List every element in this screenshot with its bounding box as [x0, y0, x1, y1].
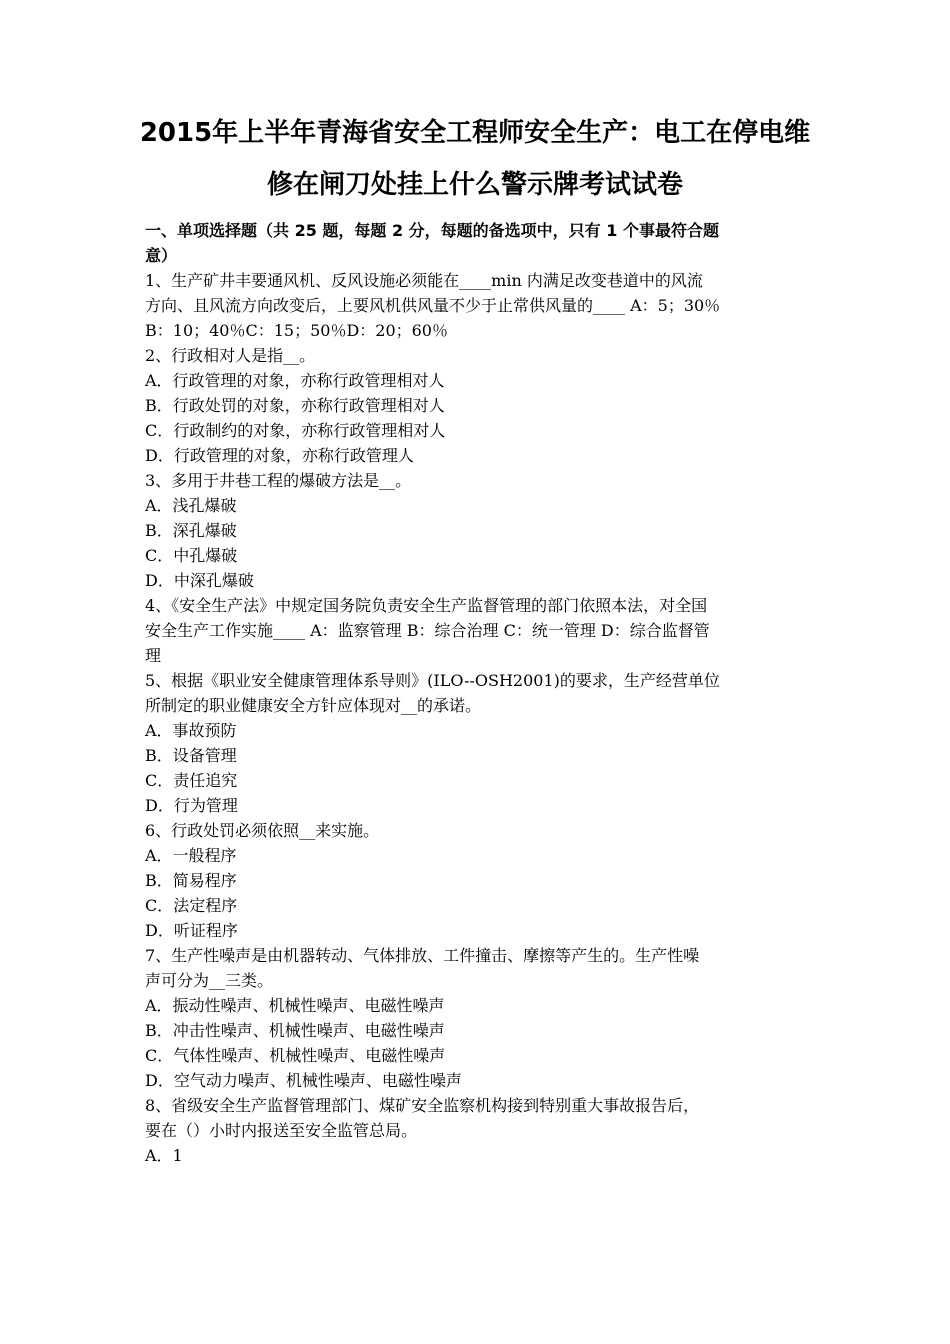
question-text-line: 安全生产工作实施____ A：监察管理 B：综合治理 C：统一管理 D：综合监督管 [145, 621, 710, 640]
question-item [145, 943, 810, 1093]
option-list [145, 493, 810, 593]
question-item [145, 343, 810, 468]
question-item [145, 593, 810, 668]
question-text-line: 所制定的职业健康安全方针应体现对__的承诺。 [145, 696, 482, 715]
question-text-line: 1、生产矿井丰要通风机、反风设施必须能在____min 内满足改变巷道中的风流 [145, 271, 703, 290]
document-title-line-2: 修在闸刀处挂上什么警示牌考试试卷 [266, 170, 683, 200]
question-text-line: 2、行政相对人是指__。 [145, 346, 316, 365]
option-item: C．责任追究 [145, 771, 238, 790]
option-item: B．简易程序 [145, 871, 237, 890]
document-body [145, 218, 810, 1168]
question-text-line: 3、多用于井巷工程的爆破方法是__。 [145, 471, 412, 490]
option-item: C．法定程序 [145, 896, 238, 915]
question-list [145, 268, 810, 1168]
option-list [145, 993, 810, 1093]
question-item [145, 668, 810, 818]
option-list [145, 1143, 810, 1168]
question-text-line: 8、省级安全生产监督管理部门、煤矿安全监察机构接到特别重大事故报告后， [145, 1096, 700, 1115]
question-text-line: 要在（）小时内报送至安全监管总局。 [145, 1121, 418, 1140]
document-title-line-1: 2015年上半年青海省安全工程师安全生产：电工在停电维 [139, 118, 811, 148]
question-text-line: 4、《安全生产法》中规定国务院负责安全生产监督管理的部门依照本法，对全国 [145, 596, 708, 615]
option-item: C．中孔爆破 [145, 546, 238, 565]
question-item [145, 818, 810, 943]
question-text-line: 声可分为__三类。 [145, 971, 274, 990]
option-list [145, 718, 810, 818]
question-item [145, 1093, 810, 1168]
question-text-line: B：10；40％C：15；50％D：20；60％ [145, 321, 448, 340]
question-text-line: 6、行政处罚必须依照__来实施。 [145, 821, 380, 840]
option-item: B．设备管理 [145, 746, 237, 765]
option-item: D．中深孔爆破 [145, 571, 254, 590]
option-item: A．事故预防 [145, 721, 237, 740]
question-text-line: 理 [145, 646, 162, 665]
question-item [145, 268, 810, 343]
option-item: A．一般程序 [145, 846, 237, 865]
question-item [145, 468, 810, 593]
option-list [145, 368, 810, 468]
option-item: A．行政管理的对象，亦称行政管理相对人 [145, 371, 445, 390]
section-heading-line-2: 意） [145, 246, 178, 265]
option-item: B．冲击性噪声、机械性噪声、电磁性噪声 [145, 1021, 445, 1040]
option-item: B．深孔爆破 [145, 521, 237, 540]
option-item: D．空气动力噪声、机械性噪声、电磁性噪声 [145, 1071, 462, 1090]
option-list [145, 843, 810, 943]
option-item: D．行政管理的对象，亦称行政管理人 [145, 446, 414, 465]
option-item: A．振动性噪声、机械性噪声、电磁性噪声 [145, 996, 445, 1015]
option-item: A．浅孔爆破 [145, 496, 237, 515]
section-heading [145, 218, 810, 268]
question-text-line: 5、根据《职业安全健康管理体系导则》(ILO--OSH2001)的要求，生产经营单位 [145, 671, 720, 690]
option-item: D．行为管理 [145, 796, 238, 815]
option-item: C．行政制约的对象，亦称行政管理相对人 [145, 421, 446, 440]
option-item: C．气体性噪声、机械性噪声、电磁性噪声 [145, 1046, 446, 1065]
section-heading-line-1: 一、单项选择题（共 25 题，每题 2 分，每题的备选项中，只有 1 个事最符合题 [145, 221, 719, 240]
question-text-line: 方向、且风流方向改变后，上要风机供风量不少于止常供风量的____ A：5；30％ [145, 296, 721, 315]
option-item: A．1 [145, 1146, 183, 1165]
option-item: B．行政处罚的对象，亦称行政管理相对人 [145, 396, 445, 415]
question-text-line: 7、生产性噪声是由机器转动、气体排放、工件撞击、摩擦等产生的。生产性噪 [145, 946, 700, 965]
option-item: D．听证程序 [145, 921, 238, 940]
